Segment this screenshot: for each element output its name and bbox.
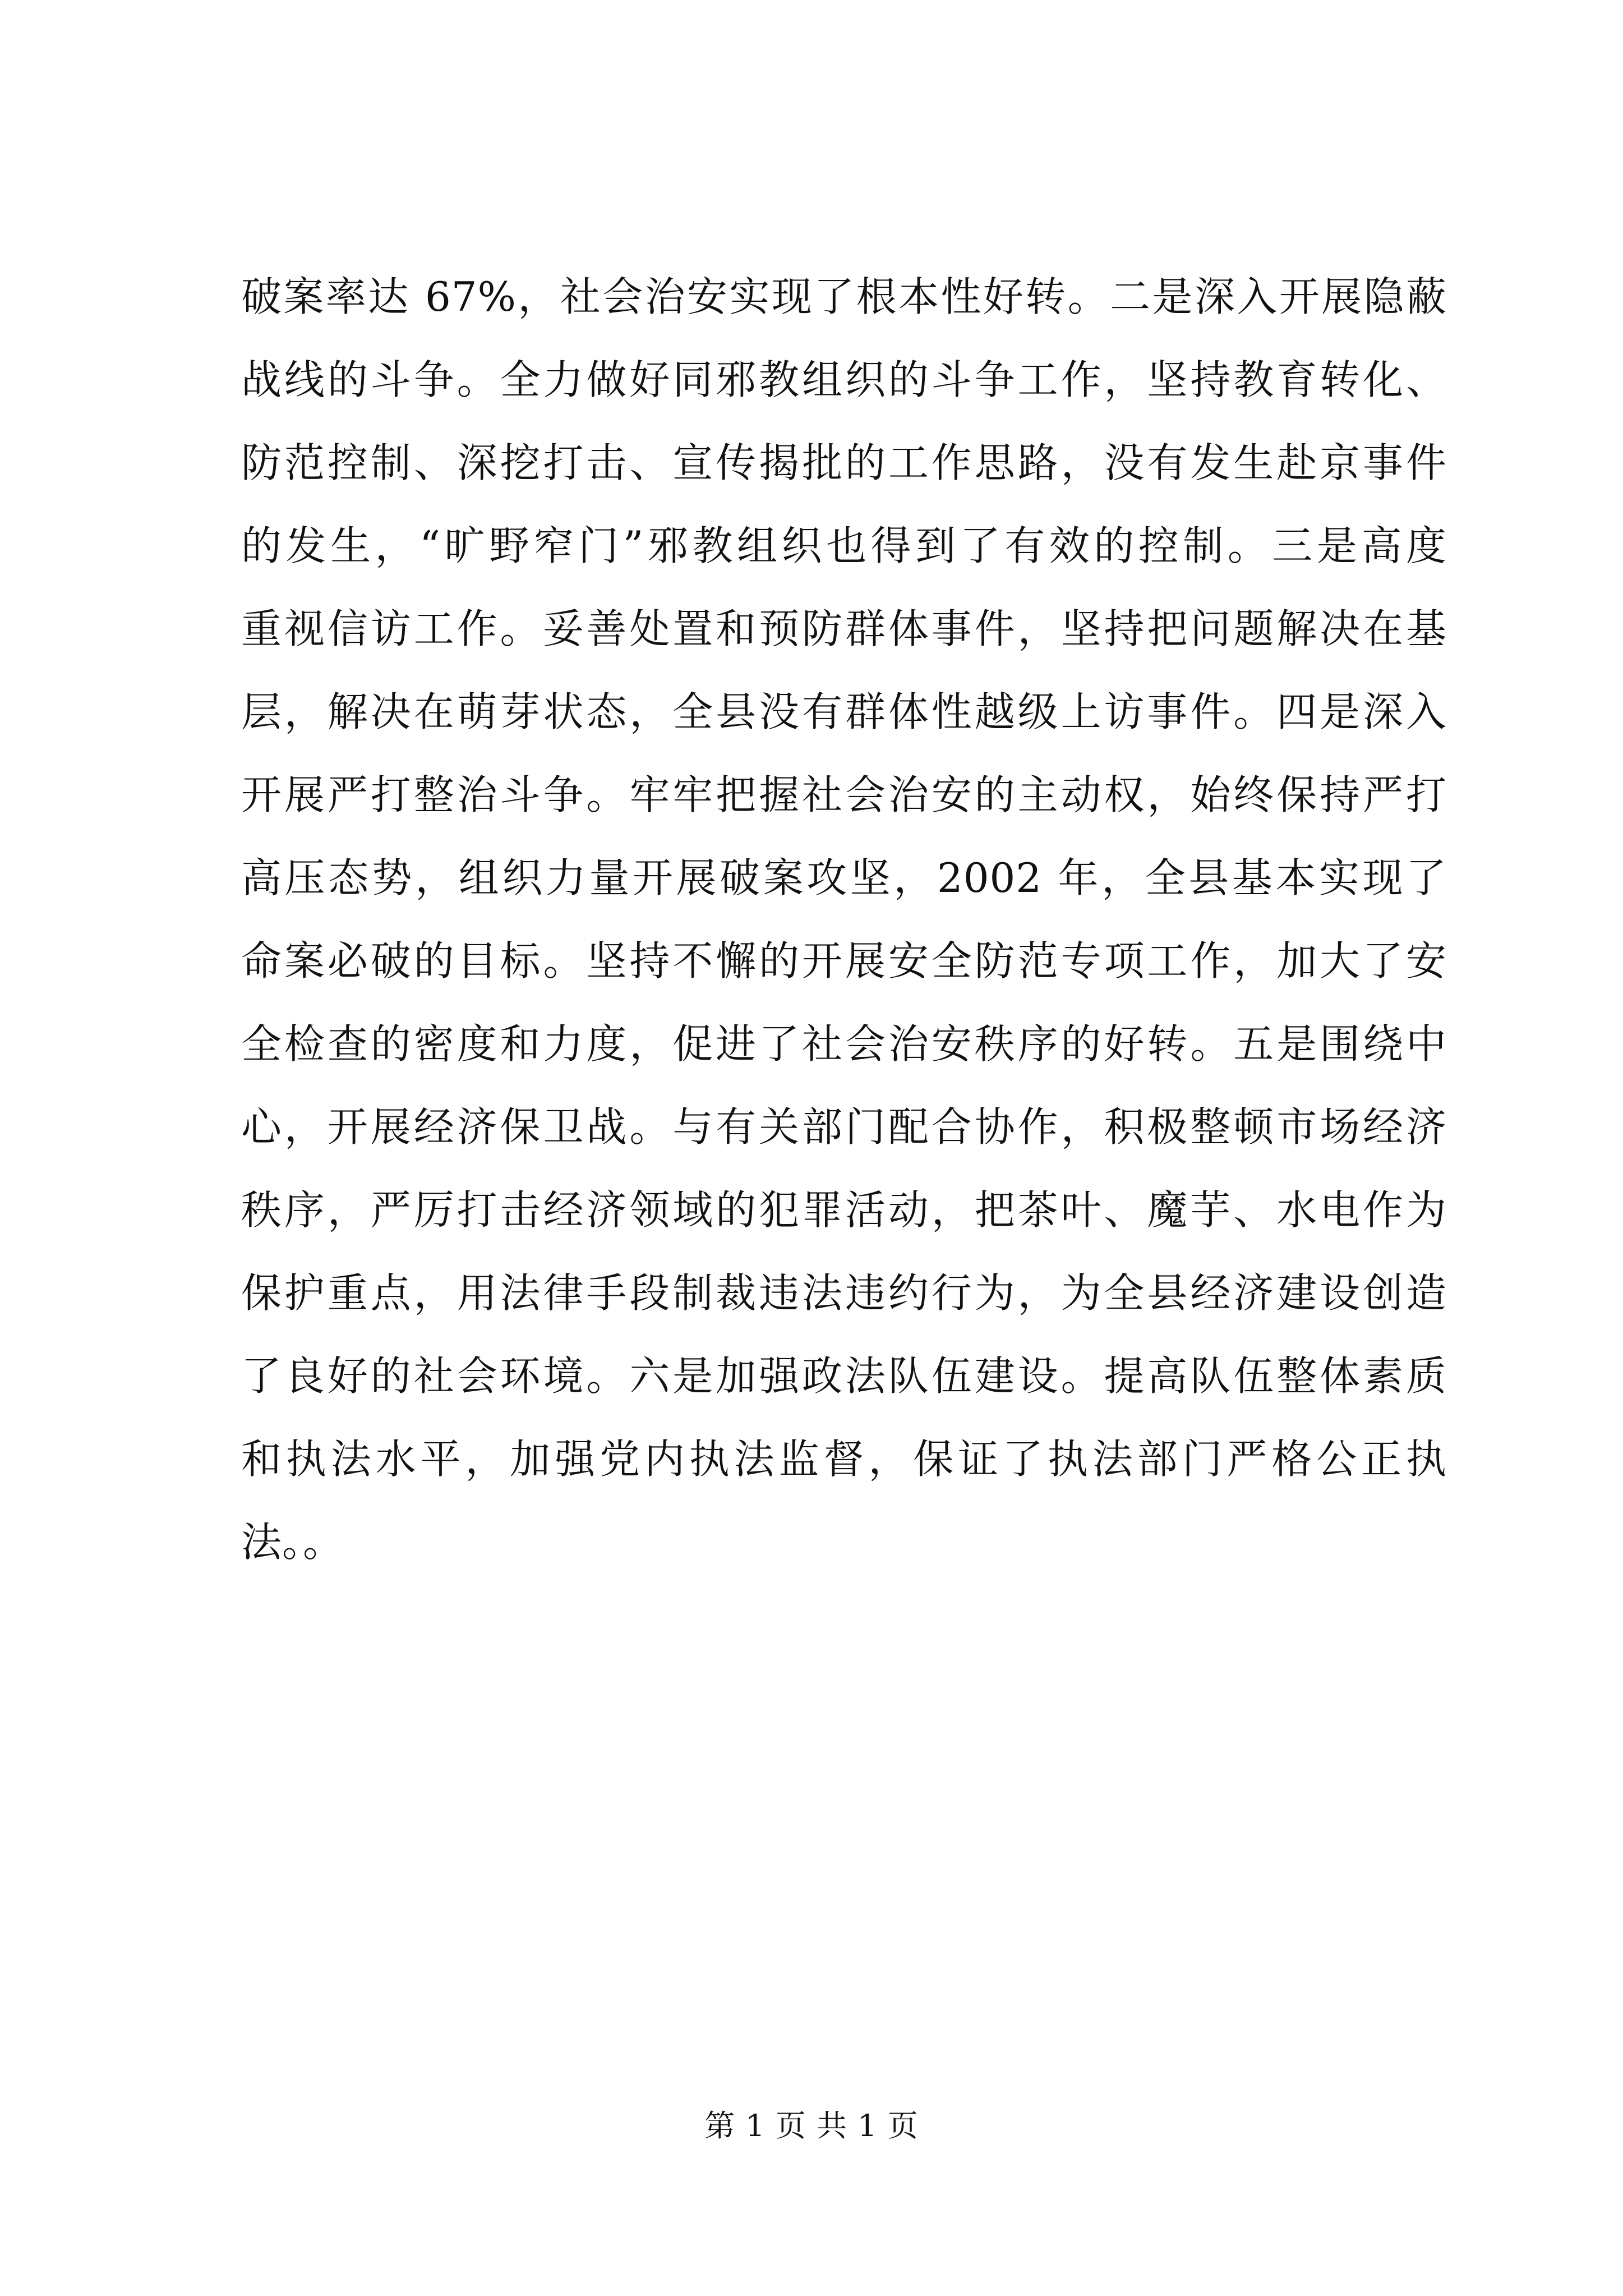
text-line: 高压态势，组织力量开展破案攻坚，2002 年，全县基本实现了 — [241, 854, 1447, 901]
text-line: 层，解决在萌芽状态，全县没有群体性越级上访事件。四是深入 — [241, 688, 1447, 735]
text-line: 心，开展经济保卫战。与有关部门配合协作，积极整顿市场经济 — [241, 1103, 1447, 1151]
text-line: 重视信访工作。妥善处置和预防群体事件，坚持把问题解决在基 — [241, 605, 1447, 652]
text-line: 保护重点，用法律手段制裁违法违约行为，为全县经济建设创造 — [241, 1269, 1447, 1317]
text-line: 防范控制、深挖打击、宣传揭批的工作思路，没有发生赴京事件 — [241, 439, 1447, 486]
text-line: 和执法水平，加强党内执法监督，保证了执法部门严格公正执 — [241, 1435, 1447, 1483]
text-line: 了良好的社会环境。六是加强政法队伍建设。提高队伍整体素质 — [241, 1352, 1447, 1400]
page-footer — [0, 2106, 1623, 2146]
text-line: 命案必破的目标。坚持不懈的开展安全防范专项工作，加大了安 — [241, 937, 1447, 984]
body-paragraph — [241, 255, 1447, 1584]
text-line: 的发生，“旷野窄门”邪教组织也得到了有效的控制。三是高度 — [241, 522, 1447, 569]
text-line: 开展严打整治斗争。牢牢把握社会治安的主动权，始终保持严打 — [241, 771, 1447, 818]
text-line: 全检查的密度和力度，促进了社会治安秩序的好转。五是围绕中 — [241, 1020, 1447, 1068]
page-number-label: 第 1 页 共 1 页 — [704, 2108, 919, 2143]
text-line: 破案率达 67%，社会治安实现了根本性好转。二是深入开展隐蔽 — [241, 273, 1447, 320]
text-line: 战线的斗争。全力做好同邪教组织的斗争工作，坚持教育转化、 — [241, 356, 1447, 403]
text-line: 法。。 — [241, 1519, 344, 1566]
text-line: 秩序，严厉打击经济领域的犯罪活动，把茶叶、魔芋、水电作为 — [241, 1186, 1447, 1234]
